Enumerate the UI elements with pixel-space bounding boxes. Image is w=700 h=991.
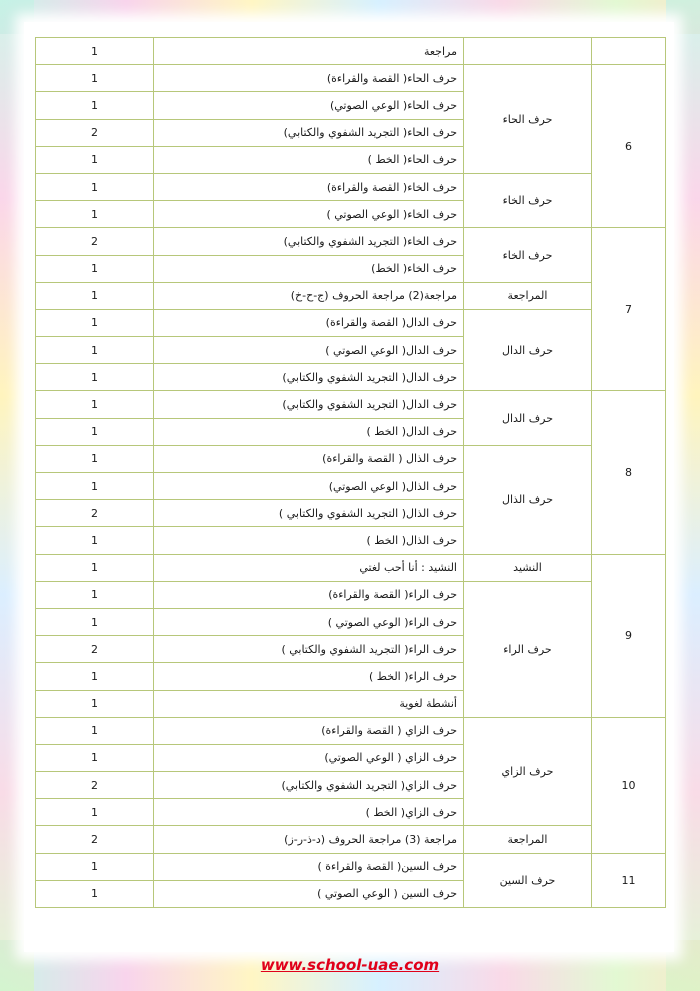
lesson-count-cell: 2 [36, 500, 154, 527]
lesson-count-cell: 1 [36, 92, 154, 119]
week-number-cell: 7 [592, 228, 666, 391]
schedule-body [36, 38, 666, 908]
topic-cell: حرف الدال [464, 309, 592, 391]
lesson-count-cell: 2 [36, 826, 154, 853]
topic-cell: حرف الزاي [464, 717, 592, 826]
lesson-cell: حرف السين( القصة والقراءة ) [154, 853, 464, 880]
table-row [36, 554, 666, 581]
lesson-count-cell: 1 [36, 282, 154, 309]
lesson-count-cell: 2 [36, 228, 154, 255]
website-link[interactable]: www.school-uae.com [260, 956, 440, 974]
lesson-cell: حرف السين ( الوعي الصوتي ) [154, 880, 464, 907]
lesson-count-cell: 1 [36, 364, 154, 391]
lesson-cell: مراجعة [154, 38, 464, 65]
lesson-cell: مراجعة(2) مراجعة الحروف (ج-ح-خ) [154, 282, 464, 309]
lesson-count-cell: 2 [36, 636, 154, 663]
lesson-count-cell: 1 [36, 690, 154, 717]
lesson-count-cell: 1 [36, 473, 154, 500]
topic-cell: النشيد [464, 554, 592, 581]
lesson-cell: حرف الدال( القصة والقراءة) [154, 309, 464, 336]
topic-cell: حرف السين [464, 853, 592, 907]
lesson-cell: حرف الحاء( الخط ) [154, 146, 464, 173]
table-row [36, 309, 666, 336]
lesson-cell: حرف الذال( الوعي الصوتي) [154, 473, 464, 500]
lesson-count-cell: 1 [36, 717, 154, 744]
table-row [36, 391, 666, 418]
lesson-cell: حرف الذال ( القصة والقراءة) [154, 445, 464, 472]
lesson-count-cell: 1 [36, 418, 154, 445]
week-number-cell: 10 [592, 717, 666, 853]
lesson-schedule-table [35, 37, 666, 908]
lesson-count-cell: 1 [36, 581, 154, 608]
topic-cell: المراجعة [464, 826, 592, 853]
table-row [36, 173, 666, 200]
lesson-count-cell: 1 [36, 391, 154, 418]
lesson-count-cell: 1 [36, 38, 154, 65]
lesson-cell: حرف الدال( التجريد الشفوي والكتابي) [154, 364, 464, 391]
lesson-count-cell: 1 [36, 554, 154, 581]
lesson-cell: أنشطة لغوية [154, 690, 464, 717]
lesson-cell: حرف الحاء( القصة والقراءة) [154, 65, 464, 92]
table-row [36, 826, 666, 853]
table-row [36, 38, 666, 65]
lesson-count-cell: 1 [36, 445, 154, 472]
lesson-cell: حرف الذال( الخط ) [154, 527, 464, 554]
lesson-cell: حرف الزاي( التجريد الشفوي والكتابي) [154, 772, 464, 799]
week-number-cell [592, 38, 666, 65]
lesson-count-cell: 1 [36, 65, 154, 92]
lesson-count-cell: 1 [36, 255, 154, 282]
table-row [36, 282, 666, 309]
table-row [36, 717, 666, 744]
lesson-cell: النشيد : أنا أحب لغتي [154, 554, 464, 581]
lesson-count-cell: 1 [36, 309, 154, 336]
lesson-cell: حرف الزاي( الخط ) [154, 799, 464, 826]
lesson-cell: حرف الدال( الخط ) [154, 418, 464, 445]
lesson-cell: حرف الحاء( الوعي الصوتي) [154, 92, 464, 119]
topic-cell: حرف الذال [464, 445, 592, 554]
lesson-cell: حرف الذال( التجريد الشفوي والكتابي ) [154, 500, 464, 527]
lesson-count-cell: 1 [36, 146, 154, 173]
lesson-cell: حرف الزاي ( الوعي الصوتي) [154, 744, 464, 771]
lesson-cell: حرف الراء( الخط ) [154, 663, 464, 690]
week-number-cell: 11 [592, 853, 666, 907]
lesson-cell: حرف الخاء( الوعي الصوتي ) [154, 201, 464, 228]
lesson-cell: حرف الدال( التجريد الشفوي والكتابي) [154, 391, 464, 418]
lesson-count-cell: 2 [36, 772, 154, 799]
lesson-count-cell: 1 [36, 744, 154, 771]
topic-cell: حرف الراء [464, 581, 592, 717]
table-row [36, 228, 666, 255]
lesson-cell: حرف الخاء( القصة والقراءة) [154, 173, 464, 200]
lesson-count-cell: 1 [36, 853, 154, 880]
lesson-count-cell: 1 [36, 663, 154, 690]
week-number-cell: 9 [592, 554, 666, 717]
lesson-count-cell: 1 [36, 201, 154, 228]
lesson-count-cell: 1 [36, 337, 154, 364]
lesson-cell: حرف الراء( التجريد الشفوي والكتابي ) [154, 636, 464, 663]
topic-cell: حرف الخاء [464, 228, 592, 282]
lesson-count-cell: 2 [36, 119, 154, 146]
table-row [36, 581, 666, 608]
week-number-cell: 8 [592, 391, 666, 554]
topic-cell: المراجعة [464, 282, 592, 309]
topic-cell: حرف الحاء [464, 65, 592, 174]
lesson-cell: حرف الدال( الوعي الصوتي ) [154, 337, 464, 364]
lesson-count-cell: 1 [36, 880, 154, 907]
topic-cell [464, 38, 592, 65]
lesson-count-cell: 1 [36, 799, 154, 826]
lesson-count-cell: 1 [36, 608, 154, 635]
lesson-cell: حرف الخاء( الخط) [154, 255, 464, 282]
lesson-count-cell: 1 [36, 527, 154, 554]
week-number-cell: 6 [592, 65, 666, 228]
table-row [36, 853, 666, 880]
lesson-cell: حرف الحاء( التجريد الشفوي والكتابي) [154, 119, 464, 146]
table-row [36, 445, 666, 472]
lesson-cell: حرف الراء( القصة والقراءة) [154, 581, 464, 608]
lesson-count-cell: 1 [36, 173, 154, 200]
table-row [36, 65, 666, 92]
lesson-cell: حرف الراء( الوعي الصوتي ) [154, 608, 464, 635]
lesson-cell: مراجعة (3) مراجعة الحروف (د-ذ-ر-ز) [154, 826, 464, 853]
topic-cell: حرف الخاء [464, 173, 592, 227]
topic-cell: حرف الدال [464, 391, 592, 445]
lesson-cell: حرف الزاي ( القصة والقراءة) [154, 717, 464, 744]
lesson-cell: حرف الخاء( التجريد الشفوي والكتابي) [154, 228, 464, 255]
